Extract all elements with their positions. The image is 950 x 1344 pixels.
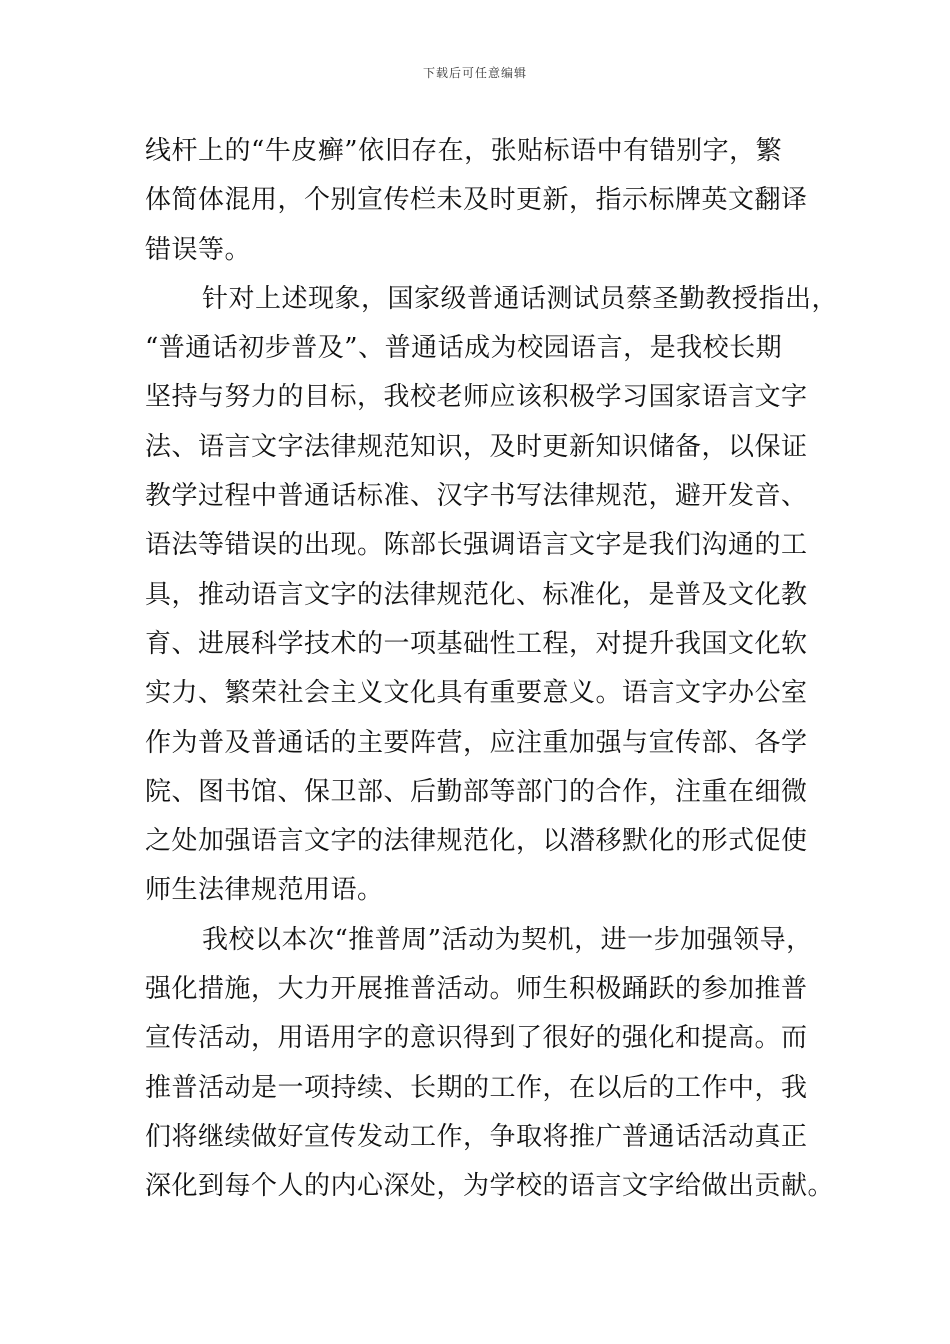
text-line: 坚持与努力的目标，我校老师应该积极学习国家语言文字 (145, 382, 808, 413)
paragraph-start-line: 针对上述现象，国家级普通话测试员蔡圣勤教授指出， (202, 283, 839, 314)
text-line: 推普活动是一项持续、长期的工作，在以后的工作中，我 (145, 1072, 808, 1103)
text-line: 线杆上的“牛皮癣”依旧存在，张贴标语中有错别字，繁 (145, 136, 783, 166)
text-line: 之处加强语言文字的法律规范化，以潜移默化的形式促使 (145, 826, 808, 857)
text-line: 教学过程中普通话标准、汉字书写法律规范，避开发音、 (145, 481, 808, 512)
text-line: 宣传活动，用语用字的意识得到了很好的强化和提高。而 (145, 1023, 808, 1054)
body-text (145, 127, 839, 1212)
text-line: 师生法律规范用语。 (145, 875, 384, 906)
text-line: 育、进展科学技术的一项基础性工程，对提升我国文化软 (145, 628, 808, 659)
text-line: 实力、繁荣社会主义文化具有重要意义。语言文字办公室 (145, 678, 808, 709)
text-line: 体简体混用，个别宣传栏未及时更新，指示标牌英文翻译 (145, 185, 808, 216)
text-line: “普通话初步普及”、普通话成为校园语言，是我校长期 (145, 333, 783, 364)
text-line: 强化措施，大力开展推普活动。师生积极踊跃的参加推普 (145, 974, 808, 1005)
text-line: 错误等。 (145, 234, 252, 265)
text-line: 法、语言文字法律规范知识，及时更新知识储备，以保证 (145, 431, 808, 462)
text-line: 作为普及普通话的主要阵营，应注重加强与宣传部、各学 (145, 727, 808, 758)
text-line: 们将继续做好宣传发动工作，争取将推广普通话活动真正 (145, 1121, 808, 1152)
text-line: 院、图书馆、保卫部、后勤部等部门的合作，注重在细微 (145, 776, 808, 807)
text-line: 具，推动语言文字的法律规范化、标准化，是普及文化教 (145, 579, 808, 610)
header-note: 下载后可任意编辑 (422, 66, 527, 80)
text-line: 语法等错误的出现。陈部长强调语言文字是我们沟通的工 (145, 530, 808, 561)
text-line: 深化到每个人的内心深处，为学校的语言文字给做出贡献。 (145, 1171, 835, 1202)
paragraph-start-line: 我校以本次“推普周”活动为契机，进一步加强领导， (202, 924, 813, 955)
